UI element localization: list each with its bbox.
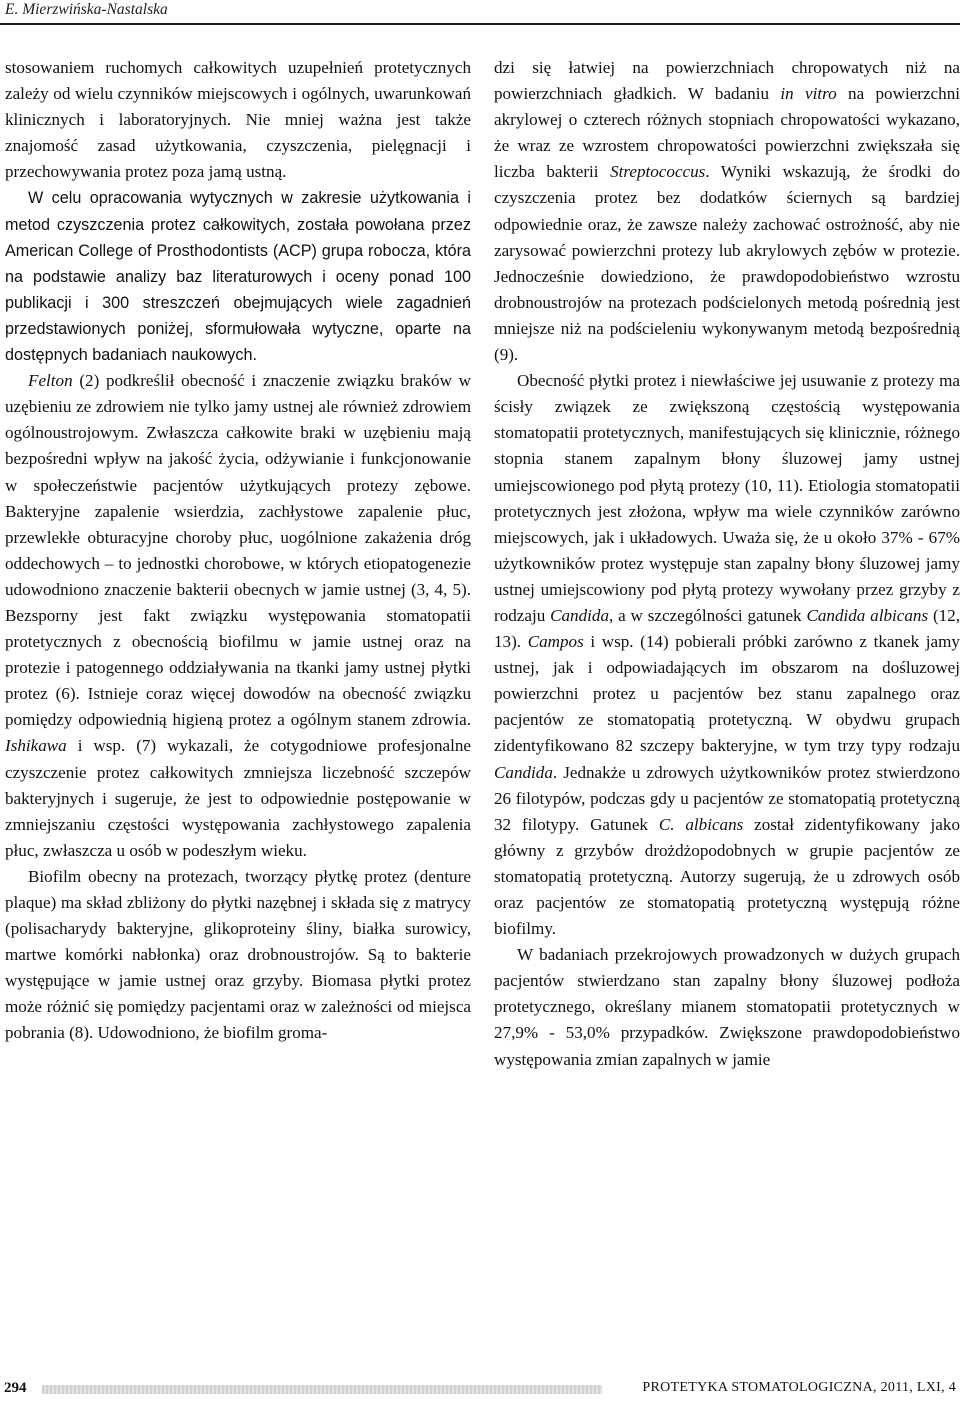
footer-decorative-bar (42, 1385, 602, 1394)
running-head-author: E. Mierzwińska-Nastalska (5, 1, 168, 18)
paragraph-right-2-e: . Jednakże u zdrowych użytkowników protez stwierdzono 26 filotypów, podczas gdy u pacjentów ze stomatopatią protetyczną 32 filotypy. Gatunek (494, 762, 960, 834)
author-campos: Campos (527, 632, 584, 652)
page-footer (0, 1378, 960, 1398)
term-candida-2: Candida (494, 762, 553, 782)
header-rule (0, 23, 960, 25)
author-ishikawa: Ishikawa (5, 736, 67, 756)
right-column (494, 55, 960, 1073)
paragraph-right-2-a: Obecność płytki protez i niewłaściwe jej usuwanie z protezy ma ścisły związek ze zwiększoną częstością występowania stomatopatii protetycznych, manifestujących się klinicznie, różnego stopnia stanem zapalnym błony śluzowej jamy ustnej umiejscowionego pod płytą protezy (10, 11). Etiologia stomatopatii protetycznych jest złożona, wpływ ma wiele czynników zarówno miejscowych, jak i układowych. Uważa się, że u około 37% - 67% użytkowników protez występuje stan zapalny błony śluzowej jamy ustnej umiejscowiony pod płytą protezy wywołany przez grzyby z rodzaju (494, 371, 960, 625)
journal-citation: PROTETYKA STOMATOLOGICZNA, 2011, LXI, 4 (642, 1380, 956, 1395)
paragraph-right-1-b: na powierzchni akrylowej o czterech różnych stopniach chropowatości wykazano, że wraz ze wzrostem chropowatości powierzchni zwiększała się liczba bakterii (494, 84, 960, 182)
paragraph-right-2-d: i wsp. (14) pobierali próbki zarówno z tkanek jamy ustnej, jak i odpowiadających im obszarom na dośluzowej powierzchni protez u pacjentów bez stanu zapalnego oraz pacjentów ze stomatopatią protetyczną. W obydwu grupach zidentyfikowano 82 szczepy bakteryjne, w tym trzy typy rodzaju (494, 632, 960, 756)
paragraph-right-2 (494, 368, 960, 942)
term-streptococcus: Streptococcus (610, 162, 706, 182)
paragraph-right-1-a: dzi się łatwiej na powierzchniach chropowatych niż na powierzchniach gładkich. W badaniu (494, 58, 960, 104)
paragraph-right-2-f: został zidentyfikowany jako główny z grzybów drożdżopodobnych w grupie pacjentów ze stomatopatią protetyczną. Autorzy sugerują, że u zdrowych osób oraz pacjentów ze stomatopatią protetyczną występują różne biofilmy. (494, 814, 960, 939)
term-candida: Candida (550, 605, 609, 625)
term-c-albicans: C. albicans (658, 814, 744, 834)
paragraph-right-2-b: , a w szczególności gatunek (609, 605, 807, 625)
left-column (5, 55, 471, 1047)
paragraph-left-1: stosowaniem ruchomych całkowitych uzupełnień protetycznych zależy od wielu czynników miejscowych i ogólnych, uwarunkowań klinicznych i laboratoryjnych. Nie mniej ważna jest także znajomość zasad użytkowania, czyszczenia, pielęgnacji i przechowywania protez poza jamą ustną. (5, 58, 471, 182)
paragraph-left-3-text: (2) podkreślił obecność i znaczenie związku braków w uzębieniu ze zdrowiem nie tylko jamy ustnej ale również zdrowiem ogólnoustrojowym. Zwłaszcza całkowite braki w uzębieniu mają bezpośredni wpływ na jakość życia, odżywianie i funkcjonowanie w społeczeństwie pacjentów użytkujących protezy zębowe. Bakteryjne zapalenie wsierdzia, zachłystowe zapalenie płuc, przewlekłe obturacyjne choroby płuc, uogólnione zakażenia dróg oddechowych – to jednostki chorobowe, w których etiopatogenezie udowodniono znaczenie bakterii obecnych w jamie ustnej (3, 4, 5). Bezsporny jest fakt związku występowania stomatopatii protetycznych z obecnością biofilmu w jamie ustnej oraz na protezie i patogennego oddziaływania na tkanki jamy ustnej płytki protez (6). Istnieje coraz więcej dowodów na obecność związku pomiędzy odpowiednią higieną protez a ogólnym stanem zdrowia. (5, 371, 471, 730)
term-candida-albicans: Candida albicans (806, 605, 929, 625)
paragraph-right-1 (494, 55, 960, 368)
paragraph-left-3-text-2: i wsp. (7) wykazali, że cotygodniowe profesjonalne czyszczenie protez całkowitych zmniejsza liczebność szczepów bakteryjnych i sugeruje, że jest to odpowiednie postępowanie w zmniejszaniu częstości występowania zachłystowego zapalenia płuc, zwłaszcza u osób w podeszłym wieku. (5, 736, 471, 860)
paragraph-right-1-c: . Wyniki wskazują, że środki do czyszczenia protez bez dodatków ściernych są bardziej odpowiednie oraz, że zawsze należy zachować ostrożność, aby nie zarysować powierzchni protezy lub akrylowych zębów w protezie. Jednocześnie dowiedziono, że prawdopodobieństwo wzrostu drobnoustrojów na protezach podścielonych metodą pośrednią jest mniejsze niż na podścieleniu wykonywanym metodą bezpośrednią (9). (494, 162, 960, 365)
paragraph-left-3 (5, 368, 471, 864)
paragraph-right-2-c: (12, 13). (494, 605, 960, 652)
term-in-vitro: in vitro (780, 84, 837, 104)
page-number: 294 (4, 1380, 27, 1396)
paragraph-left-4: Biofilm obecny na protezach, tworzący płytkę protez (denture plaque) ma skład zbliżony do płytki nazębnej i składa się z matrycy (polisacharydy bakteryjne, glikoproteiny śliny, białka surowicy, martwe komórki nabłonka) oraz drobnoustrojów. Są to bakterie występujące w jamie ustnej oraz grzyby. Biomasa płytki protez może różnić się pomiędzy pacjentami oraz w zależności od miejsca pobrania (8). Udowodniono, że biofilm groma- (5, 866, 471, 1043)
paragraph-right-3: W badaniach przekrojowych prowadzonych w dużych grupach pacjentów stwierdzano stan zapalny błony śluzowej podłoża protetycznego, określany mianem stomatopatii protetycznych w 27,9% - 53,0% przypadków. Zwiększone prawdopodobieństwo występowania zmian zapalnych w jamie (494, 945, 960, 1069)
author-felton: Felton (28, 371, 73, 391)
paragraph-left-2: W celu opracowania wytycznych w zakresie użytkowania i metod czyszczenia protez całkowitych, została powołana przez American College of Prosthodontists (ACP) grupa robocza, która na podstawie analizy baz literaturowych i oceny ponad 100 publikacji i 300 streszczeń obejmujących wiele zagadnień przedstawionych poniżej, sformułowała wytyczne, oparte na dostępnych badaniach naukowych. (5, 189, 471, 365)
